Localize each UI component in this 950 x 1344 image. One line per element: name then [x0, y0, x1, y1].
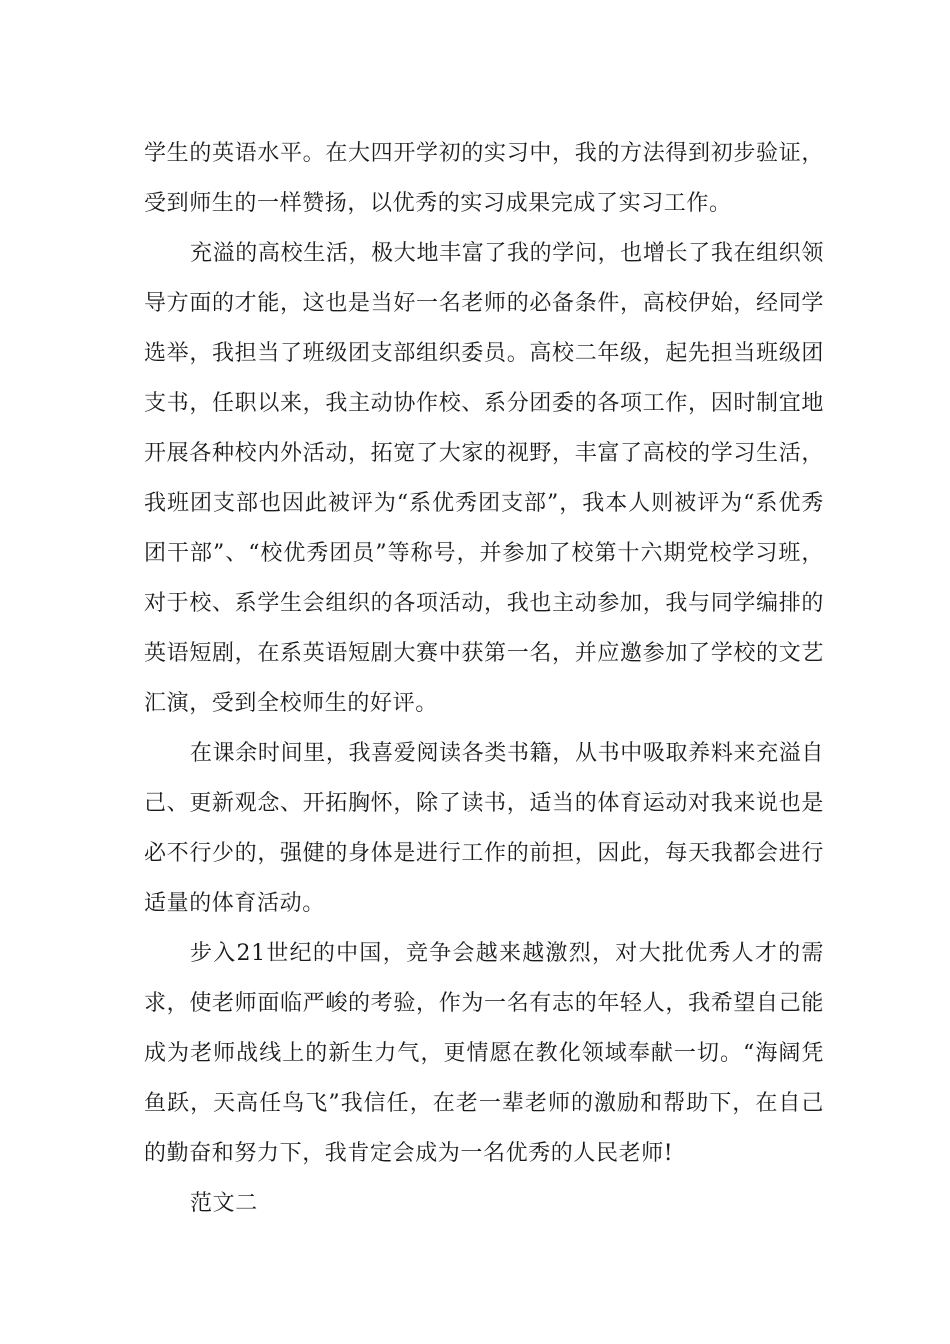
document-body	[144, 129, 824, 1229]
paragraph-4: 步入21世纪的中国，竞争会越来越激烈，对大批优秀人才的需求，使老师面临严峻的考验，作为一名有志的年轻人，我希望自己能成为老师战线上的新生力气，更情愿在教化领域奉献一切。“海阔凭鱼跃，天高任鸟飞”我信任，在老一辈老师的激励和帮助下，在自己的勤奋和努力下，我肯定会成为一名优秀的人民老师!	[144, 941, 824, 1166]
paragraph-2: 充溢的高校生活，极大地丰富了我的学问，也增长了我在组织领导方面的才能，这也是当好一名老师的必备条件，高校伊始，经同学选举，我担当了班级团支部组织委员。高校二年级，起先担当班级团支书，任职以来，我主动协作校、系分团委的各项工作，因时制宜地开展各种校内外活动，拓宽了大家的视野，丰富了高校的学习生活，我班团支部也因此被评为“系优秀团支部”，我本人则被评为“系优秀团干部”、“校优秀团员”等称号，并参加了校第十六期党校学习班，对于校、系学生会组织的各项活动，我也主动参加，我与同学编排的英语短剧，在系英语短剧大赛中获第一名，并应邀参加了学校的文艺汇演，受到全校师生的好评。	[144, 241, 824, 716]
paragraph-1: 学生的英语水平。在大四开学初的实习中，我的方法得到初步验证，受到师生的一样赞扬，以优秀的实习成果完成了实习工作。	[144, 141, 824, 216]
paragraph-3: 在课余时间里，我喜爱阅读各类书籍，从书中吸取养料来充溢自己、更新观念、开拓胸怀，除了读书，适当的体育运动对我来说也是必不行少的，强健的身体是进行工作的前担，因此，每天我都会进行适量的体育活动。	[144, 741, 824, 916]
section-heading: 范文二	[190, 1191, 258, 1216]
